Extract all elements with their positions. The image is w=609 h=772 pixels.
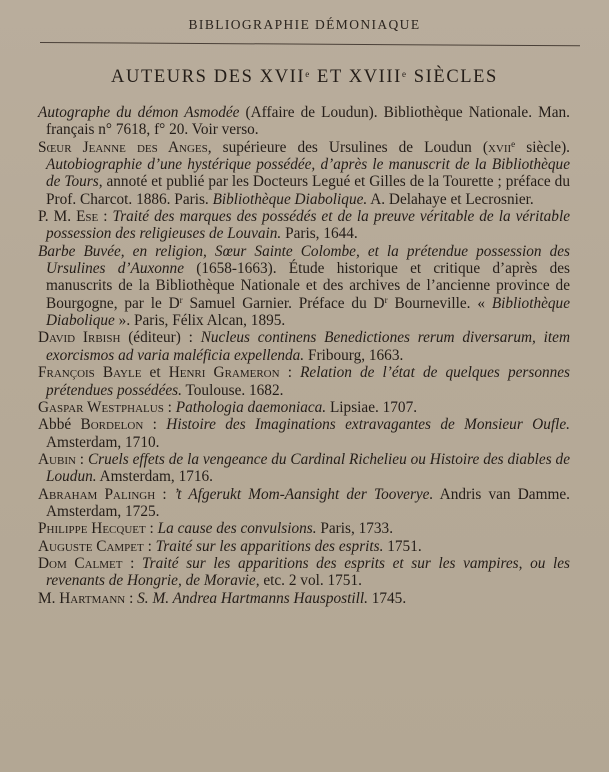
bibliography-entry — [38, 104, 570, 139]
bibliography-entry — [38, 416, 570, 451]
entry-title-text: Autobiographie d’une hystérique possédée, d’après le manuscrit de la Bibliothèque de Tours, — [46, 156, 570, 191]
entry-text: : — [98, 208, 113, 226]
bibliography-entry — [38, 555, 570, 590]
entry-title-text: Traité sur les apparitions des esprits et sur les vampires, ou les revenants de Hongrie, de Moravie, — [46, 554, 570, 590]
entry-text: Lipsiae. 1707. — [326, 398, 418, 416]
entry-text: Fribourg, 1663. — [304, 346, 404, 364]
entry-text: etc. 2 vol. 1751. — [259, 572, 362, 590]
entry-text: : — [125, 589, 138, 607]
entry-text: Andris van Damme. Amsterdam, 1725. — [46, 485, 570, 520]
entry-title-text: Bibliothèque Diabolique — [46, 294, 570, 330]
bibliography-entry — [38, 208, 570, 243]
entry-text: 1751. — [383, 537, 422, 555]
entry-text: Amsterdam, 1716. — [96, 468, 213, 486]
entry-text: Toulouse. 1682. — [181, 381, 284, 399]
entry-author: Aubin — [38, 450, 76, 468]
entry-text: Paris, 1644. — [281, 225, 358, 243]
entry-author: Henri Grameron — [168, 364, 280, 382]
entry-title-text: ’t Afgerukt Mom-Aansight der Tooverye. — [173, 485, 434, 503]
bibliography-entry — [38, 486, 570, 521]
entry-text: : — [145, 520, 158, 538]
header-rule — [40, 42, 580, 46]
entry-text: Samuel Garnier. Préface du D — [182, 294, 385, 312]
bibliography-entry — [38, 520, 570, 537]
entry-text: Amsterdam, 1710. — [46, 433, 160, 451]
bibliography-entry — [38, 399, 570, 416]
entry-text: : — [163, 398, 176, 416]
entry-text: Paris, 1733. — [316, 520, 394, 538]
bibliography-entry — [38, 364, 570, 399]
entry-text: (Affaire de Loudun). Bibliothèque Nationale. Man. français n° 7618, f° 20. Voir verso. — [46, 104, 570, 139]
entry-title-text: Nucleus continens Benedictiones rerum diversarum, item exorcismos ad varia maléficia expellenda. — [46, 329, 570, 364]
entry-title-text: Bibliothèque Diabolique. — [212, 190, 368, 208]
entry-author: Abraham Palingh — [38, 485, 156, 503]
entry-author: P. M. Ese — [38, 208, 99, 226]
entry-title-text: Relation de l’état de quelques personnes prétendues possédées. — [46, 364, 571, 399]
entry-text: 1745. — [367, 589, 407, 607]
bibliography-list — [38, 104, 570, 607]
entry-author: xvii — [487, 138, 512, 156]
entry-text: A. Delahaye et Lecrosnier. — [367, 190, 534, 208]
entry-author: François Bayle — [38, 364, 142, 382]
entry-text: et — [141, 364, 169, 382]
entry-text: : — [143, 537, 156, 555]
entry-author: Sœur Jeanne des Anges — [38, 138, 208, 156]
entry-text: : — [75, 450, 88, 468]
entry-text: (1658-1663). Étude historique et critique d’après des manuscrits de la Bibliothèque Nationale et des archives de l’ancienne province de Bourgogne, par le D — [46, 260, 571, 312]
entry-author: Bordelon — [80, 416, 144, 434]
entry-author: M. Hartmann — [38, 589, 126, 607]
entry-title-text: Traité sur les apparitions des esprits. — [155, 537, 384, 555]
entry-author: David Irbish — [38, 329, 121, 347]
entry-text: annoté et publié par les Docteurs Legué et Gilles de la Tourette ; préface du Prof. Charcot. 1886. Paris. — [46, 173, 570, 208]
bibliography-entry — [38, 243, 570, 330]
bibliography-entry — [38, 329, 570, 364]
entry-title-text: Cruels effets de la vengeance du Cardinal Richelieu ou Histoire des diables de Loudun. — [46, 450, 570, 486]
entry-author: Philippe Hecquet — [38, 520, 146, 538]
running-head: BIBLIOGRAPHIE DÉMONIAQUE — [188, 17, 421, 32]
entry-author: Gaspar Westphalus — [38, 398, 164, 416]
bibliography-entry — [38, 590, 570, 607]
superscript-text: e — [511, 138, 516, 149]
entry-author: Auguste Campet — [38, 537, 144, 555]
superscript-text: r — [179, 294, 183, 305]
section-title: AUTEURS DES XVIIe ET XVIIIe SIÈCLES — [111, 67, 498, 87]
entry-author: Dom Calmet — [38, 554, 123, 572]
entry-text: : — [279, 364, 301, 382]
entry-text: (éditeur) : — [120, 329, 201, 347]
entry-title-text: Pathologia daemoniaca. — [175, 398, 327, 416]
entry-title-text: La cause des convulsions. — [157, 520, 317, 538]
entry-text: : — [155, 485, 174, 503]
bibliography-entry — [38, 139, 570, 208]
entry-text: Abbé — [38, 416, 81, 434]
entry-title-text: Traité des marques des possédés et de la preuve véritable de la véritable possession des religieuses de Louvain. — [46, 208, 570, 243]
entry-title-text: Barbe Buvée, en religion, Sœur Sainte Colombe, et la prétendue possession des Ursulines d’Auxonne — [38, 242, 570, 278]
entry-text: siècle). — [515, 138, 570, 156]
entry-text: : — [143, 416, 167, 434]
entry-text: , supérieure des Ursulines de Loudun ( — [207, 138, 488, 156]
entry-text: Bourneville. « — [387, 294, 492, 312]
entry-title-text: Histoire des Imaginations extravagantes de Monsieur Oufle. — [166, 416, 570, 434]
entry-text: : — [122, 554, 143, 572]
bibliography-entry — [38, 538, 570, 555]
entry-text: ». Paris, Félix Alcan, 1895. — [114, 312, 286, 330]
superscript-text: r — [384, 294, 388, 305]
entry-title-text: S. M. Andrea Hartmanns Hauspostill. — [137, 589, 368, 607]
entry-title-text: Autographe du démon Asmodée — [38, 104, 240, 121]
bibliography-entry — [38, 451, 570, 486]
